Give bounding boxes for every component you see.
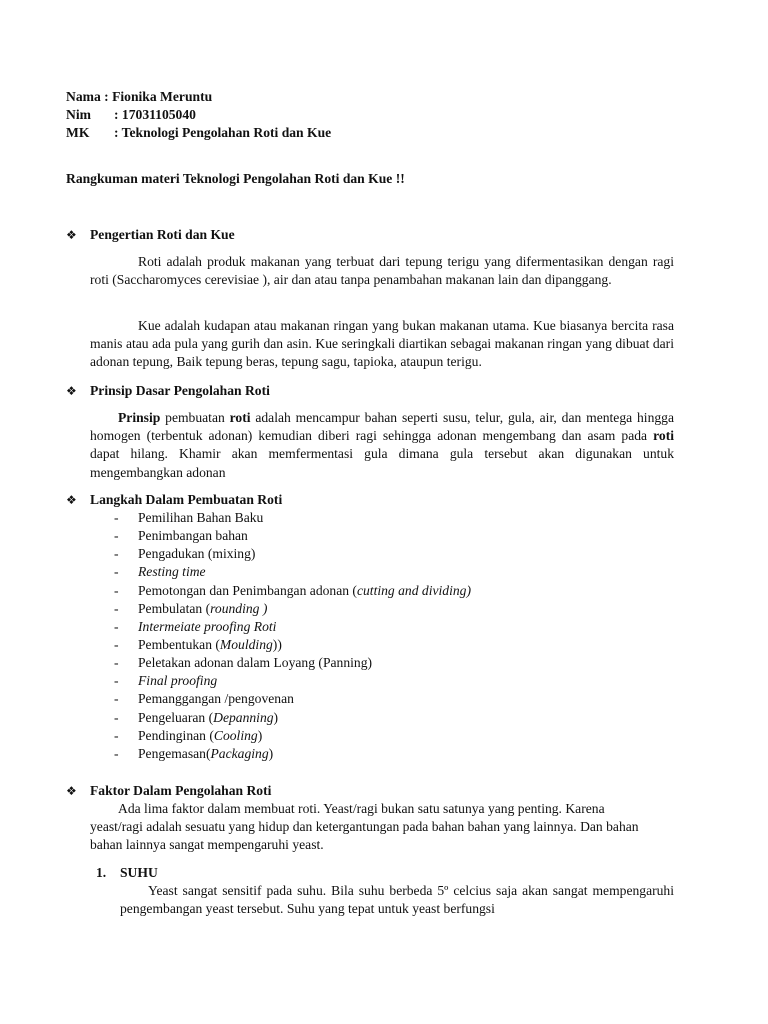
bold-roti: roti — [229, 410, 251, 425]
section-title-prinsip — [66, 382, 270, 400]
dash-bullet: - — [114, 673, 119, 689]
section-title-text: Pengertian Roti dan Kue — [90, 227, 235, 242]
section-title-faktor — [66, 782, 271, 800]
text-run: dapat hilang. Khamir akan memfermentasi gula dimana gula tersebut akan digunakan untuk mengembangkan adonan — [90, 446, 674, 480]
list-item — [114, 527, 471, 545]
list-item — [114, 745, 471, 763]
dash-bullet: - — [114, 600, 119, 616]
list-item — [114, 509, 471, 527]
subsection-suhu-title — [96, 864, 158, 882]
dash-bullet: - — [114, 745, 119, 761]
step-italic: Depanning — [213, 709, 274, 725]
subsection-number: 1. — [96, 865, 107, 880]
diamond-bullet-icon: ❖ — [66, 784, 77, 798]
list-item — [114, 545, 471, 563]
mk-label: MK — [66, 125, 90, 141]
section-title-text: Prinsip Dasar Pengolahan Roti — [90, 383, 270, 398]
list-item — [114, 618, 471, 636]
step-text: Pemotongan dan Penimbangan adonan ( — [138, 582, 357, 598]
list-item — [114, 709, 471, 727]
list-item — [114, 563, 471, 581]
step-text: Pemanggangan /pengovenan — [138, 691, 294, 707]
document-title: Rangkuman materi Teknologi Pengolahan Roti dan Kue !! — [66, 171, 405, 186]
step-text: ) — [257, 727, 263, 743]
step-text: Pengeluaran ( — [138, 709, 214, 725]
list-item — [114, 727, 471, 745]
dash-bullet: - — [114, 709, 119, 725]
dash-bullet: - — [114, 510, 119, 525]
step-text: Penimbangan bahan — [138, 528, 248, 544]
identity-block — [66, 88, 706, 143]
paragraph-kue: Kue adalah kudapan atau makanan ringan yang bukan makanan utama. Kue biasanya bercita rasa manis atau ada pula yang gurih dan asin. Kue seringkali diartikan sebagai makanan ringan yang dibuat dari adonan tepung, Baik tepung beras, tepung sagu, tapioka, ataupun terigu. — [90, 318, 674, 370]
step-text: Pengadukan (mixing) — [138, 546, 256, 562]
nim-label: Nim — [66, 107, 91, 123]
dash-bullet: - — [114, 564, 119, 580]
nim-line — [66, 106, 706, 124]
diamond-bullet-icon: ❖ — [66, 384, 77, 398]
bold-roti: roti — [653, 428, 674, 444]
section-title-text: Faktor Dalam Pengolahan Roti — [90, 783, 272, 798]
step-text: Pemilihan Bahan Baku — [138, 510, 264, 525]
text-run: Ada lima faktor dalam membuat roti. Yeast/ragi bukan satu satunya yang penting. Karena yeast/ragi adalah sesuatu yang hidup dan ketergantungan pada bahan bahan yang lainnya. Dan bahan bahan lainnya sangat mempengaruhi yeast. — [90, 801, 639, 853]
dash-bullet: - — [114, 636, 119, 652]
step-text: Peletakan adonan dalam Loyang (Panning) — [138, 655, 373, 671]
mk-value: : Teknologi Pengolahan Roti dan Kue — [114, 125, 332, 141]
bold-prinsip: Prinsip — [118, 410, 161, 425]
name-line — [66, 88, 706, 106]
dash-bullet: - — [114, 546, 119, 562]
step-text: Pendinginan ( — [138, 727, 214, 743]
step-italic: Moulding — [219, 636, 273, 652]
step-text: Final proofing — [138, 673, 218, 689]
dash-bullet: - — [114, 618, 119, 634]
section-title-text: Langkah Dalam Pembuatan Roti — [90, 492, 283, 507]
diamond-bullet-icon: ❖ — [66, 493, 77, 507]
nim-value: : 17031105040 — [114, 107, 196, 123]
dash-bullet: - — [114, 528, 119, 544]
step-italic: Cooling — [213, 727, 258, 743]
step-text: Pembentukan ( — [138, 636, 220, 652]
dash-bullet: - — [114, 582, 119, 598]
paragraph-prinsip — [90, 409, 674, 482]
step-text: Pengemasan( — [138, 745, 211, 761]
text-run: adalah mencampur bahan seperti susu, telur, gula, air, dan mentega hingga homogen (terbentuk adonan) kemudian diberi ragi sehingga adonan mengembang dan asam pada — [90, 410, 675, 444]
paragraph-faktor — [90, 800, 650, 855]
step-text: ) — [268, 745, 274, 761]
list-item — [114, 636, 471, 654]
paragraph-suhu: Yeast sangat sensitif pada suhu. Bila suhu berbeda 5º celcius saja akan sangat mempengaruhi pengembangan yeast tersebut. Suhu yang tepat untuk yeast berfungsi — [120, 883, 674, 917]
paragraph-roti: Roti adalah produk makanan yang terbuat dari tepung terigu yang difermentasikan dengan ragi roti (Saccharomyces cerevisiae ), air dan atau tanpa penambahan makanan lain dan dipanggang. — [90, 254, 674, 288]
step-text: ) — [273, 709, 279, 725]
dash-bullet: - — [114, 655, 119, 671]
dash-bullet: - — [114, 727, 119, 743]
step-italic: rounding ) — [210, 600, 268, 616]
mk-line — [66, 124, 706, 142]
steps-list — [114, 509, 471, 763]
name-label: Nama — [66, 89, 101, 104]
name-value: : Fionika Meruntu — [104, 89, 213, 104]
diamond-bullet-icon: ❖ — [66, 228, 77, 242]
list-item — [114, 582, 471, 600]
step-text: Pembulatan ( — [138, 600, 211, 616]
list-item — [114, 654, 471, 672]
list-item — [114, 690, 471, 708]
step-text: )) — [272, 636, 282, 652]
section-title-langkah — [66, 491, 282, 509]
step-text: Resting time — [138, 564, 206, 580]
list-item — [114, 672, 471, 690]
step-italic: cutting and dividing) — [356, 582, 471, 598]
list-item — [114, 600, 471, 618]
section-title-pengertian — [66, 226, 235, 244]
text-run: pembuatan — [160, 410, 230, 425]
subsection-title-text: SUHU — [120, 865, 158, 880]
dash-bullet: - — [114, 691, 119, 707]
step-text: Intermeiate proofing Roti — [138, 618, 277, 634]
step-italic: Packaging — [210, 745, 269, 761]
